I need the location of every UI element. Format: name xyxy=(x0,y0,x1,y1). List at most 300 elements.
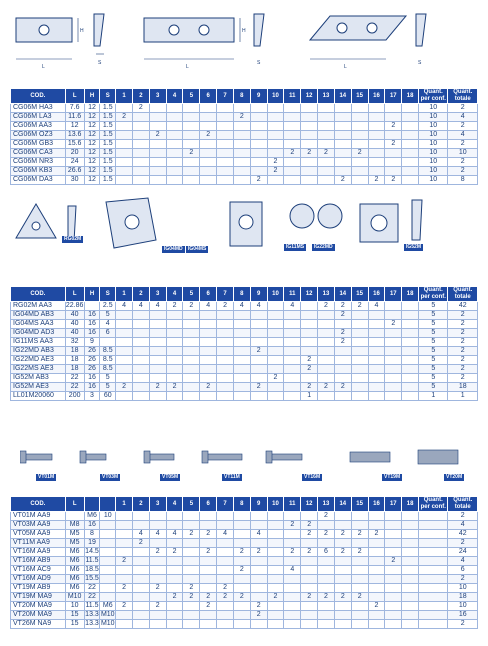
table-cell xyxy=(250,320,267,329)
table-cell: 2 xyxy=(267,167,284,176)
table-cell xyxy=(149,140,166,149)
column-header: 8 xyxy=(233,89,250,104)
column-header: 18 xyxy=(402,497,419,512)
table-cell xyxy=(402,557,419,566)
table-cell xyxy=(233,311,250,320)
table-cell xyxy=(233,329,250,338)
table-cell xyxy=(200,539,217,548)
table-cell: 4 xyxy=(217,530,234,539)
table-cell xyxy=(250,131,267,140)
table-cell xyxy=(149,566,166,575)
table-cell: 22 xyxy=(84,584,100,593)
table-cell xyxy=(419,620,448,629)
table-cell xyxy=(149,521,166,530)
caption-ig04md: IG04MD xyxy=(164,246,183,252)
table-cell xyxy=(149,374,166,383)
product-code: IG04MD AD3 xyxy=(11,329,66,338)
table-cell xyxy=(116,311,133,320)
table-row xyxy=(11,584,478,593)
table-cell xyxy=(267,584,284,593)
table-cell xyxy=(385,302,402,311)
table-cell xyxy=(166,311,183,320)
table-cell xyxy=(217,557,234,566)
table-cell xyxy=(116,320,133,329)
column-header: 2 xyxy=(132,497,149,512)
product-code: IG52M AB3 xyxy=(11,374,66,383)
column-header: 13 xyxy=(318,497,335,512)
table-cell: 26.6 xyxy=(65,167,84,176)
table-cell xyxy=(301,575,318,584)
product-code: VT16M AB9 xyxy=(11,557,66,566)
table-cell: 2 xyxy=(301,548,318,557)
table-cell xyxy=(250,167,267,176)
table-cell xyxy=(132,131,149,140)
table-cell xyxy=(318,374,335,383)
table-cell xyxy=(419,611,448,620)
table-cell: 10 xyxy=(419,113,448,122)
table-cell xyxy=(402,374,419,383)
grooving-insert-drawing-2 xyxy=(214,192,278,262)
svg-text:L: L xyxy=(42,64,45,70)
column-header: 17 xyxy=(385,89,402,104)
column-header: 4 xyxy=(166,287,183,302)
svg-text:L: L xyxy=(186,64,189,70)
table-cell xyxy=(200,158,217,167)
table-cell xyxy=(132,512,149,521)
table-cell xyxy=(267,140,284,149)
column-header: L xyxy=(65,497,84,512)
table-cell xyxy=(183,539,200,548)
table-cell: 2 xyxy=(334,530,351,539)
product-code: VT16M AA9 xyxy=(11,548,66,557)
table-cell: 15 xyxy=(65,611,84,620)
table-cell: 2 xyxy=(116,383,133,392)
table-cell xyxy=(419,584,448,593)
table-cell xyxy=(402,347,419,356)
table-cell xyxy=(217,140,234,149)
table-cell xyxy=(166,347,183,356)
table-cell xyxy=(217,620,234,629)
column-header: 16 xyxy=(368,287,385,302)
table-cell xyxy=(217,329,234,338)
table-cell: 2 xyxy=(267,593,284,602)
table-cell xyxy=(116,140,133,149)
table-cell xyxy=(334,557,351,566)
table-cell: 13.6 xyxy=(65,131,84,140)
table-cell xyxy=(402,548,419,557)
table-cell xyxy=(149,356,166,365)
table-cell xyxy=(100,575,116,584)
table-cell: 2 xyxy=(351,530,368,539)
table-cell xyxy=(419,548,448,557)
table-cell: 2 xyxy=(183,530,200,539)
table-cell xyxy=(351,383,368,392)
table-cell xyxy=(402,140,419,149)
table-cell xyxy=(267,521,284,530)
table-cell: 2 xyxy=(200,383,217,392)
table-cell xyxy=(233,158,250,167)
table-cell: 1 xyxy=(301,392,318,401)
table-cell: M6 xyxy=(65,548,84,557)
table-cell xyxy=(132,149,149,158)
figures-row-2 xyxy=(0,192,488,272)
table-cell xyxy=(217,539,234,548)
table-cell xyxy=(301,347,318,356)
table-cell xyxy=(284,584,301,593)
table-cell xyxy=(217,131,234,140)
table-cell xyxy=(267,329,284,338)
table-cell xyxy=(267,620,284,629)
column-header: 3 xyxy=(149,497,166,512)
table-cell xyxy=(267,320,284,329)
table-cell xyxy=(385,521,402,530)
table-cell xyxy=(334,602,351,611)
insert-drawing-1 xyxy=(12,4,120,72)
table-cell xyxy=(200,611,217,620)
column-header: 7 xyxy=(217,287,234,302)
table-cell xyxy=(217,167,234,176)
table-cell xyxy=(402,320,419,329)
table-cell: 19 xyxy=(84,539,100,548)
table-cell xyxy=(334,512,351,521)
column-header: 16 xyxy=(368,89,385,104)
column-header: 6 xyxy=(200,287,217,302)
table-cell xyxy=(368,158,385,167)
table-cell xyxy=(301,311,318,320)
column-header: COD. xyxy=(11,89,66,104)
table-cell xyxy=(116,158,133,167)
table-cell xyxy=(116,149,133,158)
table-cell xyxy=(250,311,267,320)
table-cell: 1.5 xyxy=(100,149,116,158)
column-header: 12 xyxy=(301,287,318,302)
table-cell xyxy=(267,575,284,584)
table-cell xyxy=(402,602,419,611)
table-cell xyxy=(284,122,301,131)
column-header: 10 xyxy=(267,497,284,512)
table-cell: 2 xyxy=(200,131,217,140)
table-cell: 15.5 xyxy=(85,575,99,582)
table-cell xyxy=(301,131,318,140)
table-cell xyxy=(334,113,351,122)
table-cell xyxy=(183,140,200,149)
table-cell: 2 xyxy=(149,383,166,392)
table-cell xyxy=(200,620,217,629)
table-cell xyxy=(116,620,133,629)
table-cell: 18 xyxy=(65,347,84,356)
table-cell xyxy=(250,113,267,122)
column-header: L xyxy=(65,89,84,104)
table-cell xyxy=(200,149,217,158)
column-header: 4 xyxy=(166,89,183,104)
table-cell xyxy=(149,575,166,584)
table-cell: 2 xyxy=(166,302,183,311)
table-cell: 10 xyxy=(419,149,448,158)
table-cell xyxy=(200,113,217,122)
table-cell xyxy=(368,584,385,593)
table-cell xyxy=(351,176,368,185)
table-cell xyxy=(183,347,200,356)
table-cell: 2 xyxy=(448,512,478,521)
table-cell xyxy=(149,593,166,602)
table-cell: 4 xyxy=(233,302,250,311)
table-cell: 2 xyxy=(448,158,478,167)
table-cell: 2 xyxy=(448,347,478,356)
table-cell xyxy=(166,338,183,347)
table-cell xyxy=(318,611,335,620)
table-cell: 2 xyxy=(448,167,478,176)
table-cell: 2 xyxy=(334,311,351,320)
table-cell xyxy=(351,158,368,167)
table-cell xyxy=(149,347,166,356)
table-cell xyxy=(267,392,284,401)
table-row xyxy=(11,365,478,374)
table-cell xyxy=(183,602,200,611)
table-cell: 2 xyxy=(149,584,166,593)
table-cell xyxy=(200,557,217,566)
table-cell: 15.6 xyxy=(65,140,84,149)
table-cell: 26 xyxy=(84,347,100,356)
table-row xyxy=(11,356,478,365)
table-cell xyxy=(217,104,234,113)
table-cell xyxy=(200,122,217,131)
table-cell xyxy=(217,521,234,530)
column-header xyxy=(100,497,116,512)
table-cell xyxy=(318,311,335,320)
table-cell xyxy=(149,557,166,566)
table-cell xyxy=(318,620,335,629)
table-cell xyxy=(200,365,217,374)
caption-ig52m: IG52M xyxy=(406,244,422,250)
table-row xyxy=(11,131,478,140)
table-cell xyxy=(368,122,385,131)
table-cell: 1.5 xyxy=(100,104,116,113)
table-cell xyxy=(217,392,234,401)
table-cell xyxy=(233,521,250,530)
table-row xyxy=(11,149,478,158)
table-cell xyxy=(385,347,402,356)
table-cell: 2 xyxy=(301,383,318,392)
table-cell xyxy=(149,104,166,113)
caption-vt20m: VT20M xyxy=(446,474,463,480)
table-cell xyxy=(267,113,284,122)
table-cell xyxy=(166,176,183,185)
table-cell xyxy=(334,566,351,575)
table-row xyxy=(11,320,478,329)
table-cell xyxy=(217,575,234,584)
table-cell: 14.5 xyxy=(85,548,99,555)
table-cell: 2 xyxy=(301,149,318,158)
table-row xyxy=(11,383,478,392)
table-row xyxy=(11,602,478,611)
table-cell xyxy=(368,521,385,530)
table-cell xyxy=(116,575,133,584)
table-cell xyxy=(351,392,368,401)
table-cell: 2 xyxy=(116,557,133,566)
table-cell xyxy=(301,611,318,620)
column-header: 16 xyxy=(368,497,385,512)
table-cell xyxy=(385,338,402,347)
table-cell xyxy=(284,512,301,521)
table-cell xyxy=(233,557,250,566)
table-cell xyxy=(183,365,200,374)
table-cell: 1 xyxy=(448,392,478,401)
table-cell xyxy=(351,131,368,140)
column-header: Quant. totale xyxy=(448,89,478,104)
table-cell xyxy=(183,392,200,401)
table-cell: 12 xyxy=(84,140,100,149)
table-cell: 2 xyxy=(334,176,351,185)
table-cell xyxy=(267,383,284,392)
table-cell: 200 xyxy=(65,392,84,401)
table-cell xyxy=(284,131,301,140)
table-cell xyxy=(200,311,217,320)
square-insert-drawing xyxy=(354,198,404,248)
table-cell: 2 xyxy=(385,557,402,566)
table-cell xyxy=(183,356,200,365)
table-cell: 10 xyxy=(419,104,448,113)
table-cell xyxy=(132,329,149,338)
svg-text:S: S xyxy=(257,60,261,66)
table-cell xyxy=(318,104,335,113)
product-code: CG06M OZ3 xyxy=(11,131,66,140)
table-cell xyxy=(200,566,217,575)
table-cell: 18.5 xyxy=(85,566,99,573)
svg-text:H: H xyxy=(242,28,246,34)
column-header: Quant. totale xyxy=(448,497,478,512)
figures-row-3 xyxy=(0,440,488,484)
table-cell: 2 xyxy=(250,611,267,620)
table-cell xyxy=(402,575,419,584)
table-cell xyxy=(183,557,200,566)
insert-table-rg-ig xyxy=(10,286,478,401)
table-cell xyxy=(402,365,419,374)
table-cell xyxy=(368,113,385,122)
table-cell xyxy=(183,329,200,338)
table-cell xyxy=(351,320,368,329)
table-cell xyxy=(267,548,284,557)
table-cell xyxy=(250,329,267,338)
table-cell xyxy=(267,602,284,611)
table-cell xyxy=(385,356,402,365)
column-header: 10 xyxy=(267,287,284,302)
column-header: 5 xyxy=(183,89,200,104)
table-cell xyxy=(116,374,133,383)
table-cell xyxy=(284,320,301,329)
table-cell xyxy=(385,374,402,383)
table-cell: 6 xyxy=(100,329,116,338)
table-cell xyxy=(200,392,217,401)
table-cell xyxy=(385,113,402,122)
table-cell xyxy=(166,113,183,122)
table-cell: 2 xyxy=(448,620,478,629)
table-cell xyxy=(318,158,335,167)
table-cell xyxy=(250,140,267,149)
table-cell xyxy=(116,566,133,575)
table-cell xyxy=(183,548,200,557)
column-header: S xyxy=(100,287,116,302)
column-header: 3 xyxy=(149,287,166,302)
table-cell xyxy=(301,329,318,338)
screw-table-vt xyxy=(10,496,478,629)
table-cell xyxy=(368,347,385,356)
table-cell xyxy=(284,104,301,113)
table-cell: 2 xyxy=(149,131,166,140)
column-header: 11 xyxy=(284,287,301,302)
table-cell xyxy=(351,566,368,575)
table-cell: 2 xyxy=(233,113,250,122)
table-cell: 10 xyxy=(448,602,478,611)
table-cell xyxy=(250,593,267,602)
table-cell xyxy=(166,584,183,593)
table-cell: 18 xyxy=(65,356,84,365)
table-row xyxy=(11,593,478,602)
table-cell xyxy=(385,383,402,392)
table-cell: 2 xyxy=(200,602,217,611)
table-cell xyxy=(368,611,385,620)
table-cell xyxy=(267,131,284,140)
table-cell: 18 xyxy=(448,383,478,392)
table-cell xyxy=(132,557,149,566)
table-cell xyxy=(267,557,284,566)
table-cell xyxy=(233,611,250,620)
table-cell xyxy=(301,302,318,311)
product-code: VT16M AD9 xyxy=(11,575,66,584)
table-cell: 4 xyxy=(284,566,301,575)
table-cell: 18 xyxy=(65,365,84,374)
table-cell: 15 xyxy=(65,620,84,629)
table-cell xyxy=(267,539,284,548)
table-cell: 2 xyxy=(334,548,351,557)
table-cell xyxy=(233,176,250,185)
table-cell xyxy=(217,149,234,158)
table-cell xyxy=(402,329,419,338)
table-cell xyxy=(351,365,368,374)
table-cell xyxy=(419,557,448,566)
table-cell xyxy=(233,140,250,149)
product-code: IG04MD AB3 xyxy=(11,311,66,320)
table-cell xyxy=(132,521,149,530)
table-cell xyxy=(200,338,217,347)
table-cell: 2 xyxy=(334,593,351,602)
table-cell: 10 xyxy=(419,131,448,140)
table-cell xyxy=(250,104,267,113)
table-cell xyxy=(385,311,402,320)
table-cell xyxy=(385,575,402,584)
table-cell xyxy=(368,557,385,566)
table-cell xyxy=(116,548,133,557)
table-cell xyxy=(166,374,183,383)
caption-vt03m: VT03M xyxy=(102,474,119,480)
table-cell xyxy=(100,593,116,602)
table-cell xyxy=(385,131,402,140)
table-cell xyxy=(402,122,419,131)
table-cell: 20 xyxy=(65,149,84,158)
table-cell xyxy=(250,392,267,401)
table-cell xyxy=(217,122,234,131)
table-cell xyxy=(318,347,335,356)
table-cell xyxy=(402,338,419,347)
product-code: CG06M NR3 xyxy=(11,158,66,167)
column-header: 3 xyxy=(149,89,166,104)
table-cell: 2 xyxy=(385,320,402,329)
table-cell: 2 xyxy=(351,593,368,602)
table-cell xyxy=(217,311,234,320)
table-cell xyxy=(200,347,217,356)
table-cell xyxy=(233,131,250,140)
table-cell xyxy=(183,338,200,347)
round-insert-drawing xyxy=(282,196,352,236)
